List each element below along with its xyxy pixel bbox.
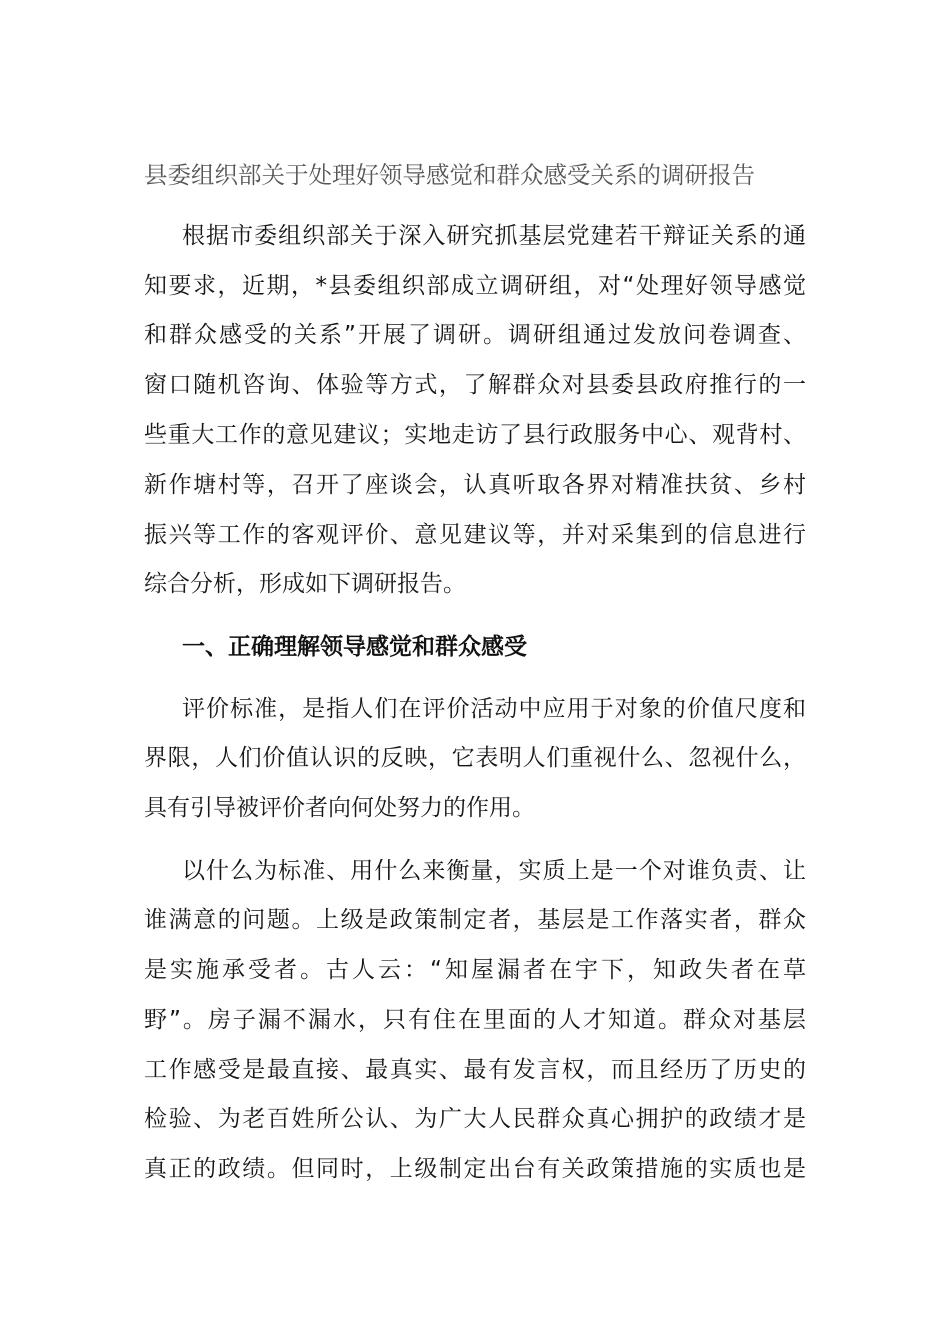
paragraph-line: 具有引导被评价者向何处努力的作用。 [144,795,535,821]
intro-line: 综合分析，形成如下调研报告。 [144,571,466,597]
section-heading: 一、正确理解领导感觉和群众感受 [182,634,527,660]
paragraph-line: 界限，人们价值认识的反映，它表明人们重视什么、忽视什么， [144,745,806,771]
intro-line: 窗口随机咨询、体验等方式，了解群众对县委县政府推行的一 [144,372,806,398]
paragraph-line: 工作感受是最直接、最真实、最有发言权，而且经历了历史的 [144,1057,806,1083]
intro-line: 根据市委组织部关于深入研究抓基层党建若干辩证关系的通 [182,223,806,249]
paragraph-line: 以什么为标准、用什么来衡量，实质上是一个对谁负责、让 [182,858,806,884]
paragraph-line: 野”。房子漏不漏水，只有住在里面的人才知道。群众对基层 [144,1007,806,1033]
paragraph-line: 是实施承受者。古人云：“知屋漏者在宇下，知政失者在草 [144,957,806,983]
intro-line: 振兴等工作的客观评价、意见建议等，并对采集到的信息进行 [144,522,806,548]
intro-line: 和群众感受的关系”开展了调研。调研组通过发放问卷调查、 [144,322,806,348]
paragraph-line: 检验、为老百姓所公认、为广大人民群众真心拥护的政绩才是 [144,1106,806,1132]
intro-line: 新作塘村等，召开了座谈会，认真听取各界对精准扶贫、乡村 [144,472,806,498]
paragraph-line: 真正的政绩。但同时，上级制定出台有关政策措施的实质也是 [144,1156,806,1182]
intro-line: 知要求，近期，*县委组织部成立调研组，对“处理好领导感觉 [144,273,806,299]
intro-line: 些重大工作的意见建议；实地走访了县行政服务中心、观背村、 [144,422,806,448]
paragraph-line: 评价标准，是指人们在评价活动中应用于对象的价值尺度和 [182,696,806,722]
paragraph-line: 谁满意的问题。上级是政策制定者，基层是工作落实者，群众 [144,907,806,933]
document-title: 县委组织部关于处理好领导感觉和群众感受关系的调研报告 [144,161,755,189]
